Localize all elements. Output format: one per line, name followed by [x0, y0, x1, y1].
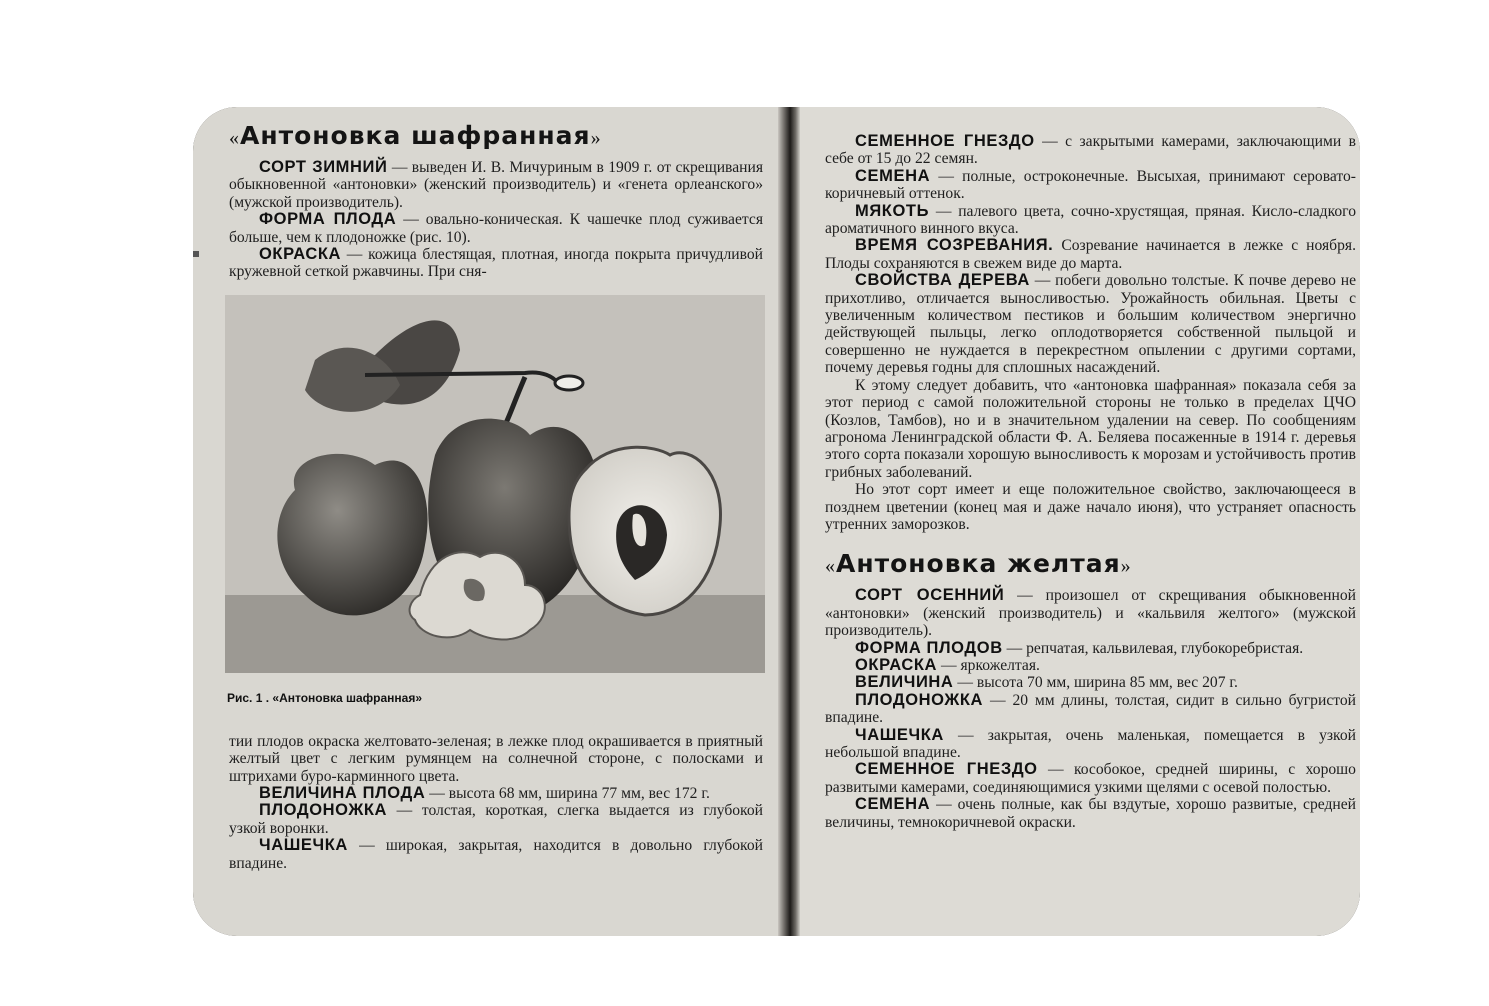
para-text: — толстая, короткая, слегка выдается из глубокой узкой воронки. — [229, 802, 763, 837]
para-label: ВЕЛИЧИНА ПЛОДА — [259, 784, 426, 803]
quote-open: « — [825, 555, 836, 578]
para-text: — произошел от скрещивания обыкновенной «антоновки» (женский производитель) и «кальвиля желтого» (мужской производитель). — [825, 587, 1357, 640]
para-text: — высота 68 мм, ширина 77 мм, вес 172 г. — [425, 785, 710, 803]
paragraph — [825, 640, 1356, 657]
para-label: ОКРАСКА — [259, 245, 342, 264]
paragraph — [825, 657, 1356, 674]
paragraph — [229, 785, 763, 802]
para-text: — закрытая, очень маленькая, помещается в узкой небольшой впадине. — [825, 726, 1356, 761]
para-text: — яркожелтая. — [937, 656, 1040, 674]
left-body-top — [229, 159, 763, 281]
para-label: ЧАШЕЧКА — [855, 725, 944, 744]
para-label: ВРЕМЯ СОЗРЕВАНИЯ. — [855, 236, 1054, 255]
para-text: К этому следует добавить, что «антоновка шафранная» показала себя за этот период с самой положительной стороны не только в пределах ЦЧО (Козлов, Тамбов), но и в значительном удалении на север. По сообщениям агронома Ленинградской области Ф. А. Беляева посаженные в 1914 г. деревья этого сорта показали хорошую выносливость к морозам и устойчивость против грибных заболеваний. — [825, 376, 1356, 481]
para-text: — кожица блестящая, плотная, иногда покрыта причудливой кружевной сеткой ржавчины. При сня- — [229, 246, 763, 281]
book-gutter — [778, 107, 800, 936]
para-text: — кособокое, средней ширины, с хорошо развитыми камерами, соединяющимися узкими щелями с осевой полостью. — [825, 761, 1356, 796]
paragraph — [825, 272, 1356, 376]
para-label: СЕМЕННОЕ ГНЕЗДО — [855, 132, 1035, 150]
quote-close: » — [590, 127, 602, 149]
para-label: ФОРМА ПЛОДА — [259, 210, 397, 229]
para-text: Созревание начинается в лежке с ноября. Плоды сохраняются в свежем виде до марта. — [825, 237, 1356, 272]
paragraph — [825, 761, 1356, 796]
variety-title-1 — [229, 121, 763, 153]
paragraph — [229, 837, 763, 872]
para-text: — широкая, закрытая, находится в довольно глубокой впадине. — [229, 837, 763, 872]
para-label: ПЛОДОНОЖКА — [855, 690, 984, 709]
para-text: — овально-коническая. К чашечке плод суживается больше, чем к плодоножке (рис. 10). — [229, 211, 763, 246]
paragraph — [825, 168, 1356, 203]
figure-caption: Рис. 1 . «Антоновка шафранная» — [227, 690, 423, 705]
paragraph — [229, 159, 763, 211]
left-page — [193, 107, 789, 936]
paragraph — [825, 377, 1356, 481]
paragraph — [825, 587, 1356, 639]
para-text: — высота 70 мм, ширина 85 мм, вес 207 г. — [953, 674, 1238, 692]
para-text: — побеги довольно толстые. К почве дерево не прихотливо, отличается выносливостью. Урожайность обильная. Цветы с увеличенным количеством пестиков и большим количеством энергично действующей пыльцы, легко оплодотворяется собственной пыльцой и совершенно не нуждается в перекрестном опылении с другими сортами, почему деревья годны для сплошных насаждений. — [825, 272, 1356, 377]
para-label: СЕМЕННОЕ ГНЕЗДО — [855, 760, 1038, 779]
right-body-bottom — [825, 587, 1356, 831]
para-label: ОКРАСКА — [855, 655, 938, 674]
title-text: Антоновка желтая — [836, 549, 1121, 579]
para-label: ПЛОДОНОЖКА — [259, 801, 388, 820]
para-text: тии плодов окраска желтовато-зеленая; в лежке плод окрашивается в приятный желтый цвет с легким румянцем на солнечной стороне, с полосками и штрихами буро-карминного цвета. — [229, 732, 763, 785]
para-label: СВОЙСТВА ДЕРЕВА — [855, 271, 1030, 290]
para-label: СОРТ ОСЕННИЙ — [855, 586, 1005, 605]
apple-illustration — [225, 295, 765, 673]
para-label: МЯКОТЬ — [855, 201, 930, 220]
paragraph — [825, 674, 1356, 691]
para-text: — очень полные, как бы вздутые, хорошо развитые, средней величины, темнокоричневой окраски. — [825, 796, 1356, 831]
right-page — [793, 107, 1360, 936]
paragraph — [825, 237, 1356, 272]
para-label: СОРТ ЗИМНИЙ — [259, 158, 388, 176]
para-text: — с закрытыми камерами, заключающими в себе от 15 до 22 семян. — [825, 133, 1356, 168]
para-text: — 20 мм длины, толстая, сидит в сильно бугристой впадине. — [825, 691, 1356, 727]
para-label: СЕМЕНА — [855, 795, 931, 814]
paragraph — [825, 692, 1356, 727]
para-label: СЕМЕНА — [855, 166, 931, 185]
paragraph — [229, 211, 763, 246]
paragraph — [825, 203, 1356, 238]
right-body-top — [825, 133, 1356, 533]
left-body-bottom — [229, 733, 763, 872]
paragraph — [229, 733, 763, 785]
para-text: — репчатая, кальвилевая, глубокоребристая. — [1002, 639, 1304, 657]
paragraph — [229, 246, 763, 281]
variety-title-2 — [825, 549, 1356, 581]
quote-close: » — [1120, 555, 1132, 578]
para-text: Но этот сорт имеет и еще положительное свойство, заключающееся в позднем цветении (конец мая и даже начало июня), что устраняет опасность утренних заморозков. — [825, 481, 1356, 533]
quote-open: « — [229, 127, 240, 149]
para-label: ВЕЛИЧИНА — [855, 673, 954, 692]
para-text: — полные, остроконечные. Высыхая, принимают серовато-коричневый оттенок. — [825, 167, 1356, 203]
open-book — [193, 107, 1360, 936]
paragraph — [825, 133, 1356, 168]
para-text: — выведен И. В. Мичуриным в 1909 г. от скрещивания обыкновенной «антоновки» (женский производитель) и «генета орлеанского» (мужской производитель). — [229, 159, 764, 211]
paragraph — [825, 796, 1356, 831]
paragraph — [825, 481, 1356, 533]
page-mark — [193, 251, 199, 257]
title-text: Антоновка шафранная — [240, 121, 591, 150]
para-label: ФОРМА ПЛОДОВ — [855, 638, 1003, 657]
paragraph — [825, 727, 1356, 762]
para-text: — палевого цвета, сочно-хрустящая, пряная. Кисло-сладкого ароматичного винного вкуса. — [825, 202, 1356, 238]
para-label: ЧАШЕЧКА — [259, 836, 348, 855]
paragraph — [229, 802, 763, 837]
